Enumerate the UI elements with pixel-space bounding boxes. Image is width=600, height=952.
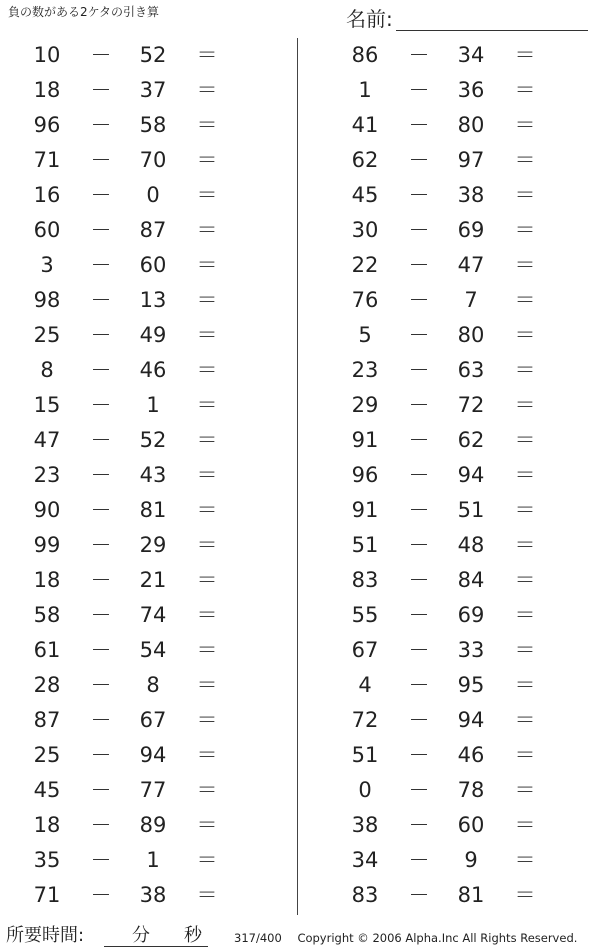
minus-sign: － (90, 813, 112, 837)
minus-sign: － (408, 778, 430, 802)
time-taken-label: 所要時間: (6, 925, 85, 946)
minus-sign: － (408, 883, 430, 907)
problem-row (0, 388, 260, 423)
equals-sign: ＝ (196, 813, 218, 837)
problem-row (0, 213, 260, 248)
second-operand: 69 (457, 218, 485, 242)
equals-sign: ＝ (196, 428, 218, 452)
second-operand: 72 (457, 393, 485, 417)
first-operand: 76 (351, 288, 379, 312)
problem-row (0, 108, 260, 143)
problem-row (0, 808, 260, 843)
first-operand: 3 (40, 253, 54, 277)
problem-row (318, 878, 578, 913)
equals-sign: ＝ (196, 708, 218, 732)
minus-sign: － (90, 568, 112, 592)
first-operand: 23 (33, 463, 61, 487)
first-operand: 16 (33, 183, 61, 207)
minus-sign: － (408, 148, 430, 172)
minus-sign: － (408, 393, 430, 417)
second-operand: 80 (457, 323, 485, 347)
problem-row (318, 353, 578, 388)
problem-row (318, 213, 578, 248)
second-operand: 67 (139, 708, 167, 732)
minus-sign: － (90, 498, 112, 522)
equals-sign: ＝ (514, 218, 536, 242)
minus-sign: － (408, 603, 430, 627)
second-operand: 1 (146, 848, 160, 872)
equals-sign: ＝ (196, 778, 218, 802)
second-operand: 29 (139, 533, 167, 557)
equals-sign: ＝ (514, 393, 536, 417)
worksheet-title: 負の数がある2ケタの引き算 (8, 5, 160, 19)
problem-row (318, 178, 578, 213)
second-operand: 51 (457, 498, 485, 522)
second-operand: 97 (457, 148, 485, 172)
equals-sign: ＝ (514, 848, 536, 872)
equals-sign: ＝ (196, 148, 218, 172)
first-operand: 41 (351, 113, 379, 137)
second-operand: 94 (457, 708, 485, 732)
problem-row (0, 318, 260, 353)
problem-row (0, 633, 260, 668)
minus-sign: － (408, 428, 430, 452)
equals-sign: ＝ (514, 43, 536, 67)
equals-sign: ＝ (514, 498, 536, 522)
problem-row (318, 38, 578, 73)
minus-sign: － (90, 288, 112, 312)
equals-sign: ＝ (196, 603, 218, 627)
second-operand: 94 (457, 463, 485, 487)
second-operand: 81 (457, 883, 485, 907)
equals-sign: ＝ (514, 113, 536, 137)
second-operand: 33 (457, 638, 485, 662)
name-field (346, 6, 588, 32)
equals-sign: ＝ (196, 358, 218, 382)
equals-sign: ＝ (196, 463, 218, 487)
second-operand: 52 (139, 43, 167, 67)
problem-row (318, 283, 578, 318)
problem-row (318, 143, 578, 178)
equals-sign: ＝ (514, 428, 536, 452)
first-operand: 25 (33, 743, 61, 767)
problem-row (0, 73, 260, 108)
name-underline (396, 30, 588, 31)
page-counter: 317/400 (234, 931, 282, 945)
second-operand: 43 (139, 463, 167, 487)
minus-sign: － (90, 358, 112, 382)
first-operand: 87 (33, 708, 61, 732)
equals-sign: ＝ (196, 288, 218, 312)
first-operand: 51 (351, 743, 379, 767)
problem-row (0, 528, 260, 563)
second-operand: 78 (457, 778, 485, 802)
minus-sign: － (408, 218, 430, 242)
problem-row (0, 563, 260, 598)
equals-sign: ＝ (514, 323, 536, 347)
problem-row (0, 423, 260, 458)
second-operand: 69 (457, 603, 485, 627)
problem-row (318, 248, 578, 283)
second-operand: 54 (139, 638, 167, 662)
minus-sign: － (408, 43, 430, 67)
first-operand: 58 (33, 603, 61, 627)
second-operand: 38 (139, 883, 167, 907)
second-operand: 9 (464, 848, 478, 872)
second-operand: 52 (139, 428, 167, 452)
problem-row (318, 528, 578, 563)
equals-sign: ＝ (196, 533, 218, 557)
problem-row (318, 318, 578, 353)
first-operand: 61 (33, 638, 61, 662)
second-operand: 84 (457, 568, 485, 592)
minus-sign: － (90, 43, 112, 67)
equals-sign: ＝ (196, 568, 218, 592)
first-operand: 29 (351, 393, 379, 417)
minus-sign: － (90, 673, 112, 697)
second-operand: 0 (146, 183, 160, 207)
problem-row (318, 668, 578, 703)
first-operand: 83 (351, 883, 379, 907)
minus-sign: － (90, 883, 112, 907)
equals-sign: ＝ (514, 778, 536, 802)
equals-sign: ＝ (196, 253, 218, 277)
problem-row (0, 143, 260, 178)
first-operand: 71 (33, 148, 61, 172)
problem-row (318, 633, 578, 668)
minus-sign: － (90, 603, 112, 627)
minus-sign: － (408, 708, 430, 732)
first-operand: 45 (33, 778, 61, 802)
left-problem-column (0, 38, 260, 913)
problem-row (0, 248, 260, 283)
first-operand: 18 (33, 78, 61, 102)
minus-sign: － (408, 673, 430, 697)
second-operand: 74 (139, 603, 167, 627)
first-operand: 60 (33, 218, 61, 242)
first-operand: 99 (33, 533, 61, 557)
center-divider (297, 38, 298, 915)
second-operand: 36 (457, 78, 485, 102)
minus-sign: － (408, 568, 430, 592)
first-operand: 86 (351, 43, 379, 67)
minus-sign: － (90, 148, 112, 172)
first-operand: 22 (351, 253, 379, 277)
problem-row (318, 493, 578, 528)
seconds-unit: 秒 (184, 925, 202, 946)
minus-sign: － (408, 323, 430, 347)
second-operand: 70 (139, 148, 167, 172)
problem-row (0, 773, 260, 808)
second-operand: 13 (139, 288, 167, 312)
problem-row (0, 878, 260, 913)
name-label: 名前: (346, 7, 393, 31)
first-operand: 72 (351, 708, 379, 732)
minus-sign: － (90, 638, 112, 662)
footer-meta (234, 930, 577, 946)
minus-sign: － (90, 743, 112, 767)
second-operand: 37 (139, 78, 167, 102)
first-operand: 23 (351, 358, 379, 382)
equals-sign: ＝ (196, 43, 218, 67)
equals-sign: ＝ (514, 673, 536, 697)
problem-row (318, 73, 578, 108)
second-operand: 60 (139, 253, 167, 277)
first-operand: 25 (33, 323, 61, 347)
problem-row (0, 703, 260, 738)
equals-sign: ＝ (196, 498, 218, 522)
first-operand: 28 (33, 673, 61, 697)
problem-row (0, 668, 260, 703)
equals-sign: ＝ (196, 638, 218, 662)
minus-sign: － (90, 533, 112, 557)
second-operand: 21 (139, 568, 167, 592)
problem-row (318, 703, 578, 738)
minus-sign: － (408, 533, 430, 557)
minus-sign: － (408, 638, 430, 662)
first-operand: 38 (351, 813, 379, 837)
first-operand: 34 (351, 848, 379, 872)
minus-sign: － (90, 78, 112, 102)
minus-sign: － (408, 113, 430, 137)
minus-sign: － (408, 848, 430, 872)
minus-sign: － (90, 183, 112, 207)
first-operand: 0 (358, 778, 372, 802)
problem-row (318, 808, 578, 843)
problem-row (318, 458, 578, 493)
first-operand: 51 (351, 533, 379, 557)
first-operand: 55 (351, 603, 379, 627)
equals-sign: ＝ (514, 743, 536, 767)
first-operand: 18 (33, 568, 61, 592)
equals-sign: ＝ (514, 463, 536, 487)
first-operand: 47 (33, 428, 61, 452)
minus-sign: － (408, 78, 430, 102)
problem-row (318, 843, 578, 878)
minus-sign: － (408, 253, 430, 277)
problem-row (318, 388, 578, 423)
problem-row (0, 38, 260, 73)
equals-sign: ＝ (514, 253, 536, 277)
minus-sign: － (408, 813, 430, 837)
second-operand: 46 (139, 358, 167, 382)
second-operand: 62 (457, 428, 485, 452)
problem-row (0, 283, 260, 318)
first-operand: 8 (40, 358, 54, 382)
second-operand: 87 (139, 218, 167, 242)
first-operand: 45 (351, 183, 379, 207)
minus-sign: － (90, 708, 112, 732)
equals-sign: ＝ (514, 183, 536, 207)
second-operand: 81 (139, 498, 167, 522)
equals-sign: ＝ (514, 708, 536, 732)
second-operand: 8 (146, 673, 160, 697)
second-operand: 47 (457, 253, 485, 277)
equals-sign: ＝ (196, 218, 218, 242)
equals-sign: ＝ (514, 78, 536, 102)
equals-sign: ＝ (514, 533, 536, 557)
first-operand: 98 (33, 288, 61, 312)
minus-sign: － (90, 848, 112, 872)
minus-sign: － (408, 463, 430, 487)
first-operand: 35 (33, 848, 61, 872)
first-operand: 71 (33, 883, 61, 907)
second-operand: 49 (139, 323, 167, 347)
equals-sign: ＝ (196, 183, 218, 207)
second-operand: 63 (457, 358, 485, 382)
minus-sign: － (90, 463, 112, 487)
minus-sign: － (90, 393, 112, 417)
minus-sign: － (408, 358, 430, 382)
first-operand: 5 (358, 323, 372, 347)
minus-sign: － (408, 498, 430, 522)
minus-sign: － (90, 428, 112, 452)
second-operand: 58 (139, 113, 167, 137)
first-operand: 10 (33, 43, 61, 67)
minus-sign: － (90, 218, 112, 242)
equals-sign: ＝ (514, 568, 536, 592)
second-operand: 95 (457, 673, 485, 697)
equals-sign: ＝ (196, 848, 218, 872)
problem-row (0, 598, 260, 633)
first-operand: 83 (351, 568, 379, 592)
second-operand: 94 (139, 743, 167, 767)
equals-sign: ＝ (514, 148, 536, 172)
first-operand: 15 (33, 393, 61, 417)
minus-sign: － (408, 288, 430, 312)
equals-sign: ＝ (196, 673, 218, 697)
second-operand: 34 (457, 43, 485, 67)
second-operand: 80 (457, 113, 485, 137)
problem-row (318, 598, 578, 633)
first-operand: 96 (351, 463, 379, 487)
second-operand: 60 (457, 813, 485, 837)
equals-sign: ＝ (196, 323, 218, 347)
first-operand: 90 (33, 498, 61, 522)
second-operand: 77 (139, 778, 167, 802)
second-operand: 46 (457, 743, 485, 767)
minus-sign: － (90, 778, 112, 802)
right-problem-column (318, 38, 578, 913)
problem-row (0, 353, 260, 388)
problem-row (0, 493, 260, 528)
problem-row (0, 738, 260, 773)
minus-sign: － (90, 113, 112, 137)
equals-sign: ＝ (196, 743, 218, 767)
first-operand: 30 (351, 218, 379, 242)
equals-sign: ＝ (196, 78, 218, 102)
first-operand: 96 (33, 113, 61, 137)
problem-row (318, 423, 578, 458)
first-operand: 91 (351, 498, 379, 522)
second-operand: 89 (139, 813, 167, 837)
minus-sign: － (90, 323, 112, 347)
first-operand: 62 (351, 148, 379, 172)
second-operand: 7 (464, 288, 478, 312)
problem-row (318, 773, 578, 808)
equals-sign: ＝ (514, 638, 536, 662)
problem-row (0, 843, 260, 878)
first-operand: 18 (33, 813, 61, 837)
minutes-unit: 分 (132, 925, 150, 946)
problem-row (0, 458, 260, 493)
problem-row (318, 738, 578, 773)
problem-row (0, 178, 260, 213)
equals-sign: ＝ (514, 603, 536, 627)
minus-sign: － (408, 183, 430, 207)
first-operand: 67 (351, 638, 379, 662)
problem-row (318, 108, 578, 143)
first-operand: 4 (358, 673, 372, 697)
equals-sign: ＝ (196, 113, 218, 137)
problem-row (318, 563, 578, 598)
second-operand: 38 (457, 183, 485, 207)
equals-sign: ＝ (514, 288, 536, 312)
equals-sign: ＝ (514, 883, 536, 907)
equals-sign: ＝ (196, 393, 218, 417)
equals-sign: ＝ (514, 358, 536, 382)
copyright-notice: Copyright © 2006 Alpha.Inc All Rights Reserved. (297, 931, 578, 945)
second-operand: 48 (457, 533, 485, 557)
minus-sign: － (90, 253, 112, 277)
first-operand: 91 (351, 428, 379, 452)
minus-sign: － (408, 743, 430, 767)
second-operand: 1 (146, 393, 160, 417)
first-operand: 1 (358, 78, 372, 102)
equals-sign: ＝ (514, 813, 536, 837)
equals-sign: ＝ (196, 883, 218, 907)
